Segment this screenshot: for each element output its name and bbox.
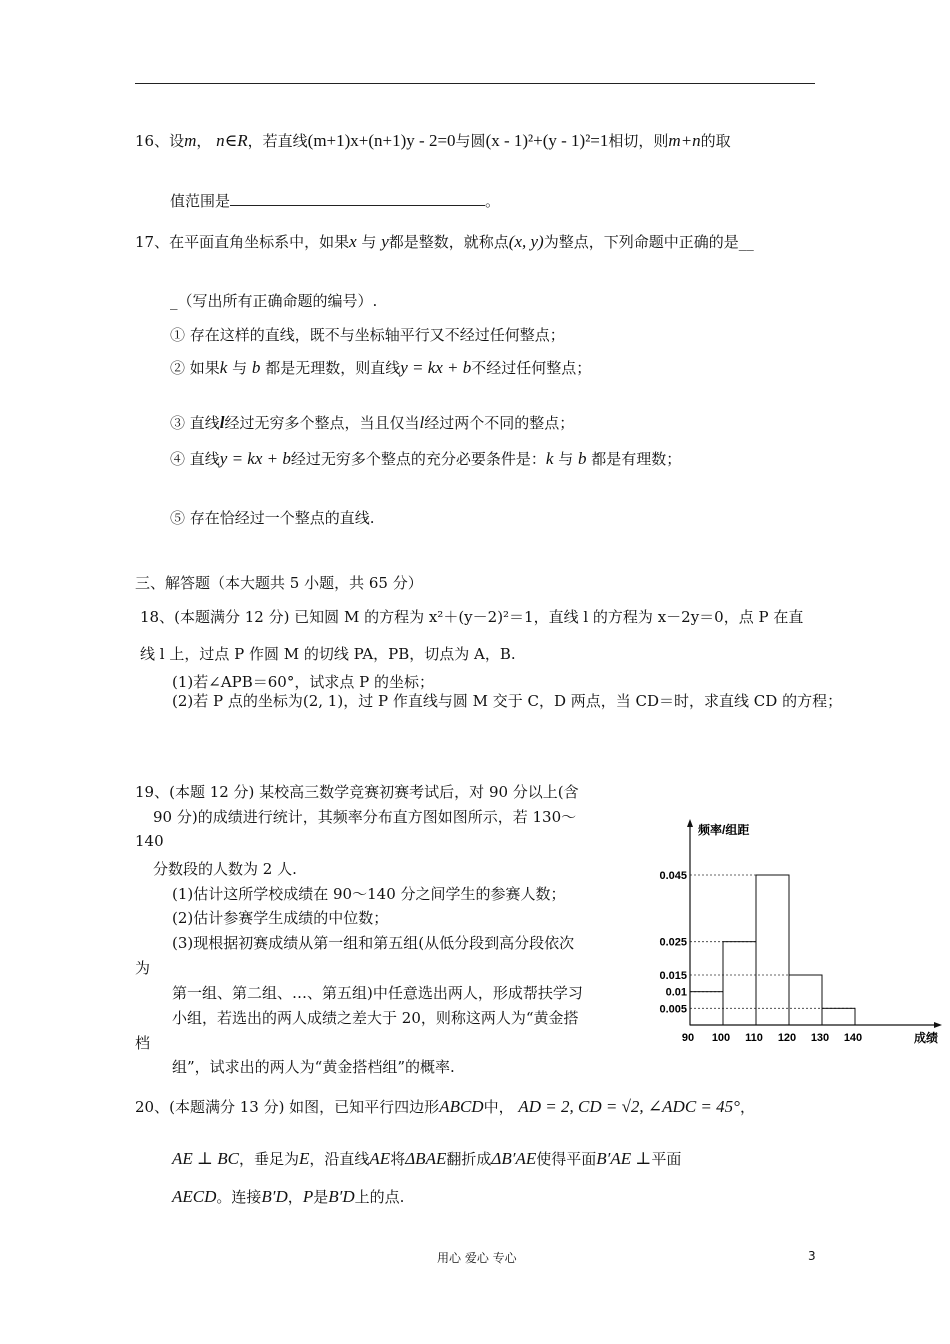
- histogram-bar: [822, 1008, 855, 1025]
- q19-part3e: 档: [135, 1034, 151, 1052]
- x-tick-label: 90: [681, 1032, 695, 1044]
- y-tick-label: 0.015: [659, 970, 687, 982]
- x-tick-label: 140: [843, 1032, 863, 1044]
- x-tick-label: 100: [711, 1032, 731, 1044]
- page-number: 3: [808, 1249, 816, 1263]
- q19-part3a: (3)现根据初赛成绩从第一组和第五组(从低分段到高分段依次: [172, 934, 575, 952]
- y-axis-arrow: [687, 819, 693, 827]
- histogram-bar: [756, 875, 789, 1025]
- q20-line1: 20、(本题满分 13 分) 如图，已知平行四边形ABCD中， AD = 2, CD = √2, ∠ADC = 45°，: [135, 1097, 755, 1116]
- x-axis-label: 成绩: [914, 1031, 939, 1045]
- q19-line3: 140: [135, 832, 164, 850]
- header-rule: [135, 83, 815, 84]
- q19-line2: 90 分)的成绩进行统计，其频率分布直方图如图所示，若 130～: [153, 808, 577, 826]
- q18-part1: (1)若∠APB＝60°，试求点 P 的坐标；: [172, 673, 434, 691]
- x-tick-label: 130: [810, 1032, 830, 1044]
- q19-part3b: 为: [135, 959, 151, 977]
- q16-line2: 值范围是 。: [170, 192, 501, 210]
- q17-option-1: ① 存在这样的直线，既不与坐标轴平行又不经过任何整点；: [170, 326, 565, 344]
- q19-line4: 分数段的人数为 2 人.: [153, 860, 297, 878]
- answer-blank: [230, 191, 485, 206]
- q19-part3c: 第一组、第二组、…、第五组)中任意选出两人，形成帮扶学习: [172, 984, 583, 1002]
- q17-line1: 17、在平面直角坐标系中，如果x 与 y都是整数，就称点(x, y)为整点，下列命题中正确的是__: [135, 232, 754, 251]
- y-tick-label: 0.025: [659, 936, 687, 949]
- q17-option-5: ⑤ 存在恰经过一个整点的直线.: [170, 509, 375, 527]
- q17-option-2: ② 如果k 与 b 都是无理数，则直线y = kx + b不经过任何整点；: [170, 358, 592, 377]
- q19-line1: 19、(本题 12 分) 某校高三数学竞赛初赛考试后，对 90 分以上(含: [135, 783, 579, 801]
- q18-line1: 18、(本题满分 12 分) 已知圆 M 的方程为 x²＋(y－2)²＝1，直线 l 的方程为 x－2y＝0，点 P 在直: [140, 608, 804, 626]
- q17-option-3: ③ 直线l经过无穷多个整点，当且仅当l经过两个不同的整点；: [170, 413, 575, 432]
- y-tick-label: 0.005: [659, 1003, 687, 1016]
- histogram-bar: [723, 942, 756, 1025]
- q19-part1: (1)估计这所学校成绩在 90～140 分之间学生的参赛人数；: [172, 885, 566, 903]
- frequency-histogram: [648, 815, 946, 1045]
- q19-part3d: 小组，若选出的两人成绩之差大于 20，则称这两人为“黄金搭: [172, 1009, 579, 1027]
- q20-line2: AE ⊥ BC，垂足为E，沿直线AE将ΔBAE翻折成ΔB′AE使得平面B′AE ⊥平面: [172, 1149, 682, 1168]
- q18-part2: (2)若 P 点的坐标为(2, 1)，过 P 作直线与圆 M 交于 C，D 两点，当 CD＝时，求直线 CD 的方程；: [172, 692, 843, 710]
- q19-part3f: 组”，试求出的两人为“黄金搭档组”的概率.: [172, 1058, 455, 1076]
- q16-line1: 16、设m， n∈R，若直线(m+1)x+(n+1)y - 2=0与圆(x - 1)²+(y - 1)²=1相切，则m+n的取: [135, 131, 731, 150]
- histogram-bar: [789, 975, 822, 1025]
- footer-text: 用心 爱心 专心: [437, 1251, 517, 1265]
- x-tick-label: 120: [777, 1032, 797, 1044]
- q17-option-4: ④ 直线y = kx + b经过无穷多个整点的充分必要条件是：k 与 b 都是有理数；: [170, 449, 682, 468]
- q19-part2: (2)估计参赛学生成绩的中位数；: [172, 909, 389, 927]
- y-tick-label: 0.01: [665, 986, 687, 999]
- q17-line2: _（写出所有正确命题的编号）.: [170, 292, 378, 310]
- y-axis-label: 频率/组距: [698, 823, 750, 837]
- x-axis-arrow: [934, 1022, 942, 1028]
- y-tick-label: 0.045: [659, 870, 687, 882]
- x-tick-label: 110: [745, 1032, 763, 1044]
- section-heading: 三、解答题（本大题共 5 小题，共 65 分）: [135, 574, 423, 592]
- q18-line2: 线 l 上，过点 P 作圆 M 的切线 PA，PB，切点为 A，B.: [140, 645, 516, 663]
- q20-line3: AECD。连接B′D，P是B′D上的点.: [172, 1187, 405, 1206]
